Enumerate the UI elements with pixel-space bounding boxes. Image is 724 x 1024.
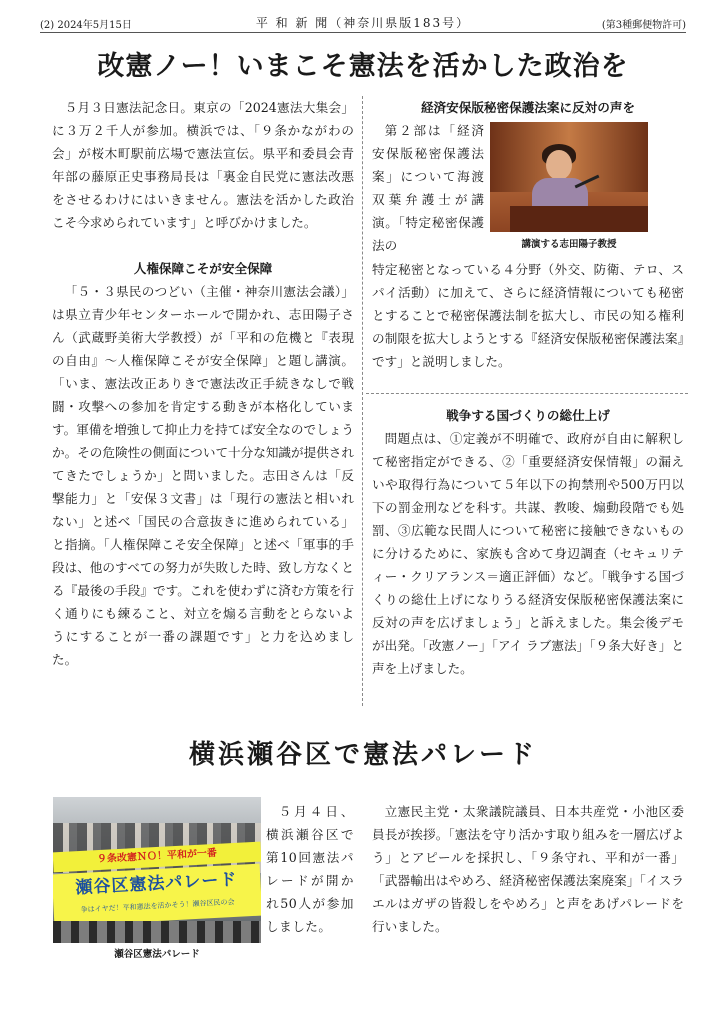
parade-photo-caption: 瀬谷区憲法パレード <box>114 949 200 960</box>
right-column-lower <box>372 404 684 680</box>
left-column <box>52 96 354 671</box>
issue-date: (2) 2024年5月15日 <box>40 20 132 31</box>
problems-paragraph: 問題点は、①定義が不明確で、政府が自由に解釈して秘密指定ができる、②「重要経済安保情報」の漏えいや取得行為について５年以下の拘禁刑や500万円以下の罰金刑などを科す。共謀、教唆、煽動段階でも処罰、③広範な民間人について秘密に接触できないものに分けるために、家族も含めて身辺調査（セキュリティー・クリアランス＝適正評価）など。「戦争する国づくりの総仕上げになりうる経済安保版秘密保護法案に反対の声を広げましょう」と訴えました。集会後デモが出発。「改憲ノー」「アイ ラブ憲法」「９条大好き」と声を上げました。 <box>372 431 684 676</box>
parade-banner-title: 瀬谷区憲法パレード <box>75 869 238 899</box>
intro-paragraph: ５月３日憲法記念日。東京の「2024憲法大集会」に３万２千人が参加。横浜では、「９条かながわの会」が桜木町駅前広場で憲法宣伝。県平和委員会青年部の藤原正史事務局長は「裏金自民党に憲法改悪をさせるわけにはいきません。憲法を活かした政治こそ今求められています」と呼びかけました。 <box>52 100 354 230</box>
main-headline: 改憲ノー！いまこそ憲法を活かした政治を <box>97 51 629 82</box>
parade-photo <box>53 797 261 943</box>
lead-paragraph: 第２部は「経済安保版秘密保護法案」について海渡双葉弁護士が講演。「特定秘密保護法の <box>372 123 484 253</box>
right-column-body <box>372 258 684 373</box>
subhead-war-state: 戦争する国づくりの総仕上げ <box>446 408 610 423</box>
subhead-secrecy-law: 経済安保版秘密保護法案に反対の声を <box>420 100 636 115</box>
lead-text-narrow <box>372 119 484 257</box>
lecture-photo <box>490 122 648 232</box>
section-divider <box>366 393 688 394</box>
subhead-human-rights: 人権保障こそが安全保障 <box>133 261 273 276</box>
parade-banner-sub: 争はイヤだ！平和憲法を活かそう！瀬谷区民の会 <box>80 897 235 915</box>
parade-headline: 横浜瀬谷区で憲法パレード <box>188 740 537 770</box>
parade-banner-main <box>53 864 261 927</box>
parade-right-column <box>372 800 684 938</box>
lecture-paragraph: 「５・３県民のつどい（主催・神奈川憲法会議）」は県立青少年センターホールで開かれ、志田陽子さん（武蔵野美術大学教授）が「平和の危機と『表現の自由』～人権保障こそが安全保障」と題し講演。「いま、憲法改正ありきで憲法改正手続きなしで戦闘・攻撃への参加を肯定する動きが本格化しています。軍備を増強して抑止力を持てば安全なのでしょうか。その危険性の側面について十分な知識が提供されてきたでしょうか」と問いました。志田さんは「反撃能力」と「安保３文書」は「現行の憲法と相いれない」と述べ「国民の合意抜きに進められている」と指摘。「人権保障こそ安全保障」と述べ「軍事的手段は、他のすべての努力が失敗した時、致し方なくとる『最後の手段』です。これを使わずに済む方策を行く通りにも練ること、対立を煽る言動をとらないようにすることが一番の課題です」と力を込めました。 <box>52 284 354 667</box>
newspaper-title: 平 和 新 聞（神奈川県版183号） <box>255 16 471 30</box>
parade-banner-top: ９条改憲ＮＯ！平和が一番 <box>53 842 261 873</box>
column-divider <box>362 96 363 706</box>
parade-mid-column <box>266 800 354 938</box>
parade-right-paragraph: 立憲民主党・太衆議院議員、日本共産党・小池区委員長が挨拶。「憲法を守り活かす取り組みを一層広げよう」とアピールを採択し、「９条守れ、平和が一番」「武器輸出はやめろ、経済秘密保護法案廃案」「イスラエルはガザの皆殺しをやめろ」と声をあげパレードを行いました。 <box>372 804 684 934</box>
secrecy-law-paragraph: 特定秘密となっている４分野（外交、防衛、テロ、スパイ活動）に加えて、さらに経済情報についても秘密とすることで秘密保護法制を拡大し、市民の知る権利の制限を拡大しようとする『経済安保版秘密保護法案』です」と説明しました。 <box>372 262 684 369</box>
lecture-photo-caption: 講演する志田陽子教授 <box>521 239 617 250</box>
parade-mid-paragraph: ５月４日、横浜瀬谷区で第10回憲法パレードが開かれ50人が参加しました。 <box>266 804 354 934</box>
postal-permit: (第3種郵便物許可) <box>601 20 686 31</box>
page-header <box>40 14 686 33</box>
